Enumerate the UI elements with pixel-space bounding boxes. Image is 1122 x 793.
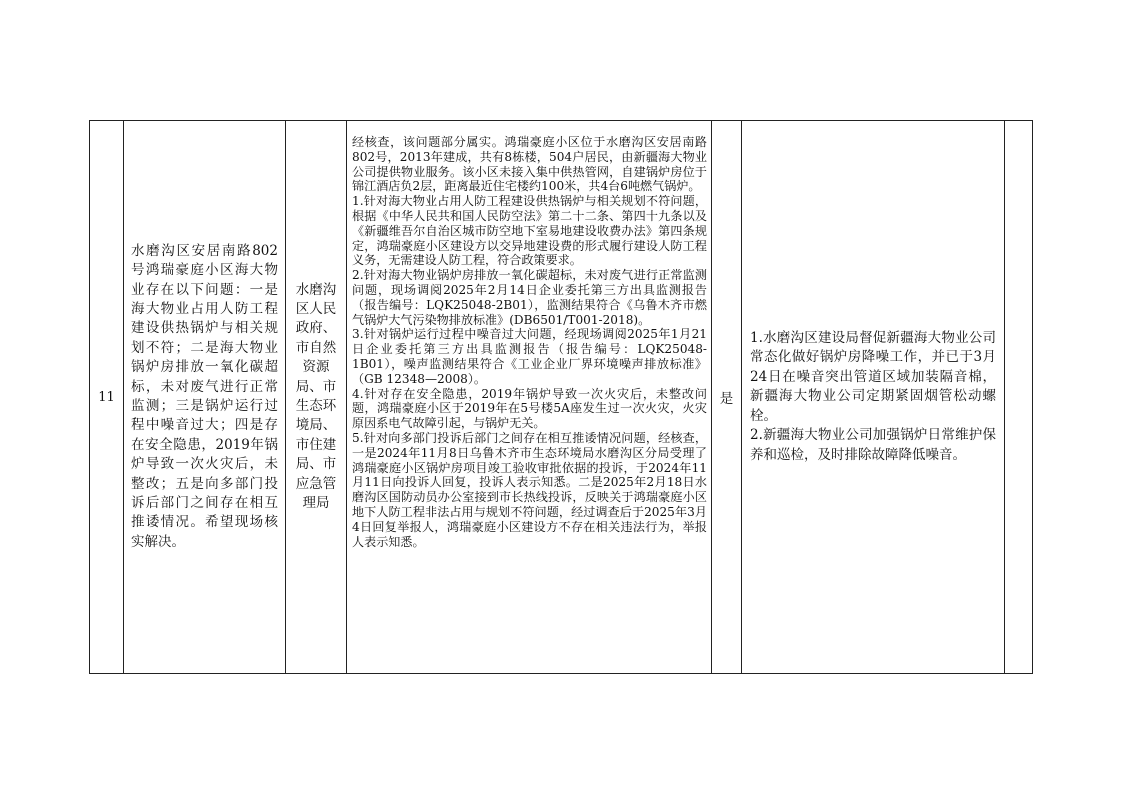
empty-cell [1005,121,1033,674]
detail-item-3: 3.针对锅炉运行过程中噪音过大问题，经现场调阅2025年1月21日企业委托第三方出具监测报告（报告编号：LQK25048-1B01），噪声监测结果符合《工业企业厂界环境噪声排放标准》（GB 12348—2008）。 [352,327,707,386]
detail-summary: 经核查，该问题部分属实。鸿瑞豪庭小区位于水磨沟区安居南路802号，2013年建成，共有8栋楼，504户居民，由新疆海大物业公司提供物业服务。该小区未接入集中供热管网，自建锅炉房位于锦江酒店负2层，距离最近住宅楼约100米，共4台6吨燃气锅炉。 [352,135,707,194]
report-table [89,120,1033,674]
measure-item-1: 1.水磨沟区建设局督促新疆海大物业公司常态化做好锅炉房降噪工作，并已于3月24日在噪音突出管道区域加装隔音棉，新疆海大物业公司定期紧固烟管松动螺栓。 [750,330,996,424]
table-row [90,121,1033,674]
complaint-content: 水磨沟区安居南路802号鸿瑞豪庭小区海大物业存在以下问题：一是海大物业占用人防工程建设供热锅炉与相关规划不符；二是海大物业锅炉房排放一氧化碳超标，未对废气进行正常监测；三是锅炉运行过程中噪音过大；四是存在安全隐患，2019年锅炉导致一次火灾后，未整改；五是向多部门投诉后部门之间存在相互推诿情况。希望现场核实解决。 [124,121,286,674]
responsible-units: 水磨沟区人民政府、市自然资源局、市生态环境局、市住建局、市应急管理局 [286,121,347,674]
detail-item-1: 1.针对海大物业占用人防工程建设供热锅炉与相关规划不符问题，根据《中华人民共和国人民防空法》第二十二条、第四十九条以及《新疆维吾尔自治区城市防空地下室易地建设收费办法》第四条规定，鸿瑞豪庭小区建设方以交异地建设费的形式履行建设人防工程义务，无需建设人防工程，符合政策要求。 [352,194,707,268]
verified-flag: 是 [712,121,742,674]
row-number: 11 [90,121,124,674]
detail-item-2: 2.针对海大物业锅炉房排放一氧化碳超标，未对废气进行正常监测问题，现场调阅2025年2月14日企业委托第三方出具监测报告（报告编号：LQK25048-2B01），监测结果符合《乌鲁木齐市燃气锅炉大气污染物排放标准》(DB6501/T001-2018)。 [352,268,707,327]
investigation-details [347,121,712,674]
detail-item-5: 5.针对向多部门投诉后部门之间存在相互推诿情况问题，经核查，一是2024年11月8日乌鲁木齐市生态环境局水磨沟区分局受理了鸿瑞豪庭小区锅炉房项目竣工验收审批依据的投诉，于2024年11月11日向投诉人回复，投诉人表示知悉。二是2025年2月18日水磨沟区国防动员办公室接到市长热线投诉，反映关于鸿瑞豪庭小区地下人防工程非法占用与规划不符问题，经过调查后于2025年3月4日回复举报人，鸿瑞豪庭小区建设方不存在相关违法行为，举报人表示知悉。 [352,430,707,549]
measure-item-2: 2.新疆海大物业公司加强锅炉日常维护保养和巡检，及时排除故障降低噪音。 [750,427,996,463]
rectification-measures [742,121,1005,674]
detail-item-4: 4.针对存在安全隐患，2019年锅炉导致一次火灾后，未整改问题，鸿瑞豪庭小区于2019年在5号楼5A座发生过一次火灾，火灾原因系电气故障引起，与锅炉无关。 [352,386,707,431]
